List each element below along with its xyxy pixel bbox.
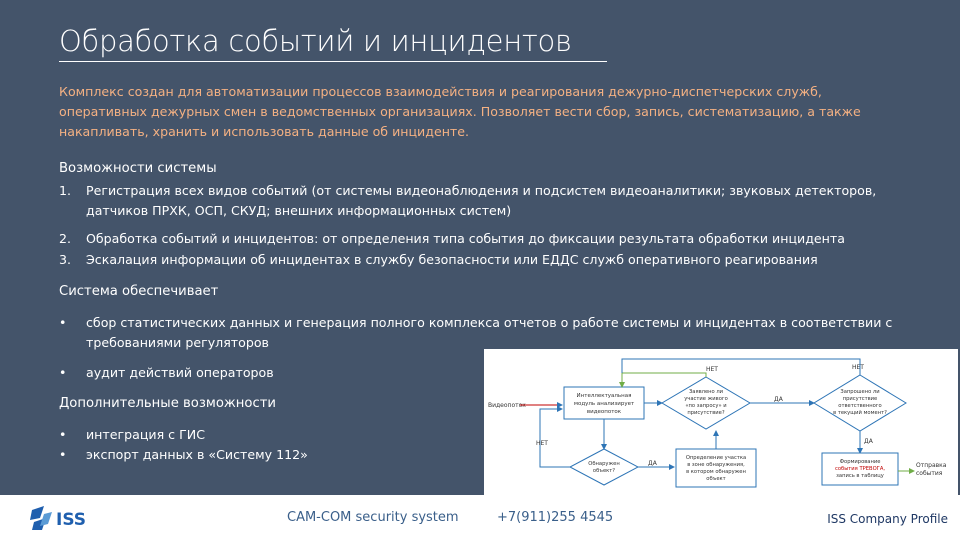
extra-item	[59, 445, 459, 465]
extra-heading: Дополнительные возможности	[59, 396, 276, 411]
item-text: Эскалация информации об инцидентах в службу безопасности или ЕДДС служб оперативного реагирования	[86, 252, 818, 267]
extra-item	[59, 425, 459, 445]
diagram-input-label: Видеопоток	[488, 402, 526, 409]
item-number: 1.	[59, 183, 72, 198]
box-text: объект	[706, 476, 726, 482]
slide-title: Обработка событий и инцидентов	[59, 24, 572, 58]
box-text: в котором обнаружен	[686, 469, 746, 475]
bullet: •	[59, 447, 67, 462]
diamond-text: участие живого	[684, 396, 728, 402]
bullet: •	[59, 365, 67, 380]
diamond-text: в текущий момент?	[833, 410, 887, 416]
diamond-text: ответственного	[838, 403, 882, 409]
box-text: Интеллектуальная	[576, 393, 632, 399]
provides-heading: Система обеспечивает	[59, 284, 219, 299]
diamond-text: Обнаружен	[588, 461, 620, 467]
diamond-text: «по запросу» и	[685, 403, 727, 409]
item-text: требованиями регуляторов	[86, 335, 269, 350]
footer-profile: ISS Company Profile	[827, 512, 948, 526]
diamond-text: присутствие	[842, 396, 878, 402]
box-text: в зоне обнаружения,	[687, 462, 745, 468]
diagram-output-label: Отправка	[916, 462, 947, 469]
label-no: НЕТ	[706, 366, 718, 373]
item-number: 2.	[59, 231, 72, 246]
footer-phone: +7(911)255 4545	[497, 510, 614, 525]
label-no: НЕТ	[852, 364, 864, 371]
provides-item	[59, 313, 939, 353]
features-heading: Возможности системы	[59, 161, 217, 176]
box-text: Определение участка	[685, 455, 747, 461]
provides-item	[59, 363, 459, 383]
intro-line: Комплекс создан для автоматизации процессов взаимодействия и реагирования дежурно-диспетчерских служб,	[59, 84, 822, 99]
diagram-output-label: события	[916, 470, 943, 477]
box-text: события ТРЕВОГА,	[834, 466, 886, 472]
intro-line: накапливать, хранить и использовать данные об инциденте.	[59, 124, 470, 139]
item-text: интеграция с ГИС	[86, 427, 205, 442]
features-item	[59, 250, 939, 270]
label-yes: ДА	[648, 460, 657, 467]
box-text: видеопоток	[586, 409, 622, 415]
diamond-text: Запрошено ли	[840, 389, 880, 395]
label-yes: ДА	[774, 396, 783, 403]
flowchart-svg	[484, 349, 958, 495]
item-text: Регистрация всех видов событий (от системы видеонаблюдения и подсистем видеоаналитики; звуковых детекторов,	[86, 183, 877, 198]
box-text: запись в таблицу	[836, 473, 884, 479]
label-yes: ДА	[864, 438, 873, 445]
flowchart-diagram	[484, 349, 958, 495]
footer-bar	[0, 495, 960, 540]
item-text: сбор статистических данных и генерация полного комплекса отчетов о работе системы и инцидентах в соответствии с	[86, 315, 893, 330]
label-no: НЕТ	[536, 440, 548, 447]
bullet: •	[59, 427, 67, 442]
box-text: Формирование	[839, 459, 881, 465]
footer-company: CAM-COM security system	[287, 510, 459, 525]
logo-text: ISS	[56, 510, 87, 530]
item-text: экспорт данных в «Систему 112»	[86, 447, 308, 462]
diamond-text: присутствие?	[687, 410, 725, 416]
diamond-text: объект?	[592, 468, 616, 474]
features-item	[59, 181, 939, 221]
item-text: аудит действий операторов	[86, 365, 274, 380]
iss-logo	[30, 504, 100, 532]
decision-object-detected	[570, 449, 638, 485]
title-underline	[59, 61, 607, 62]
intro-paragraph	[59, 82, 919, 142]
intro-line: оперативных дежурных смен в ведомственных организациях. Позволяет вести сбор, запись, систематизацию, а также	[59, 104, 861, 119]
bullet: •	[59, 315, 67, 330]
box-text: модуль анализирует	[573, 401, 635, 407]
item-text: Обработка событий и инцидентов: от определения типа события до фиксации результата обработки инцидента	[86, 231, 845, 246]
features-item	[59, 229, 939, 249]
item-text: датчиков ПРХК, ОСП, СКУД; внешних информационных систем)	[86, 203, 512, 218]
diamond-text: Заявлено ли	[688, 389, 724, 395]
item-number: 3.	[59, 252, 72, 267]
